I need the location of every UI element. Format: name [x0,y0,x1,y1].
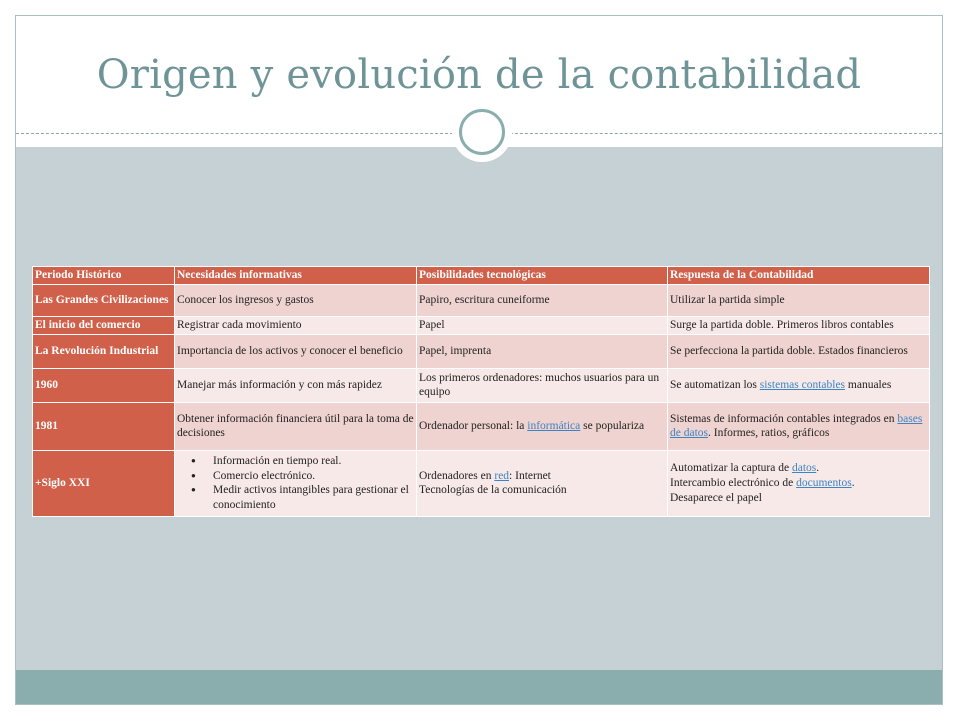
needs-cell: Obtener información financiera útil para la toma de decisiones [175,402,417,450]
period-cell: 1960 [33,368,175,402]
tech-cell: Papel [417,316,668,334]
response-cell [668,368,930,402]
tech-cell: Los primeros ordenadores: muchos usuarios para un equipo [417,368,668,402]
table-row [33,450,930,516]
response-cell [668,450,930,516]
header-period: Periodo Histórico [33,267,175,285]
needs-cell: Manejar más información y con más rapidez [175,368,417,402]
informatica-link[interactable]: informática [527,419,581,432]
tech-cell: Papiro, escritura cuneiforme [417,284,668,316]
list-item: ● Información en tiempo real. [213,454,414,469]
response-text: . [851,476,855,489]
table-row [33,402,930,450]
response-line-1 [670,461,927,476]
response-cell: Se perfecciona la partida doble. Estados financieros [668,334,930,368]
slide-title: Origen y evolución de la contabilidad [96,52,862,98]
datos-link[interactable]: datos [791,462,817,475]
tech-cell [417,450,668,516]
list-item: ● Medir activos intangibles para gestionar el conocimiento [213,483,414,513]
accounting-history-table [32,266,930,517]
table-row [33,316,930,334]
ornament-circle-icon [459,109,505,155]
needs-cell [175,450,417,516]
red-link[interactable]: red [494,469,510,482]
response-text: Automatizar la captura de [670,462,792,475]
tech-text: : Internet [509,469,551,482]
response-text: . Informes, ratios, gráficos [708,427,830,440]
header-needs: Necesidades informativas [175,267,417,285]
response-text: manuales [845,378,892,391]
tech-text: Ordenador personal: la [419,419,528,432]
table-row [33,334,930,368]
response-cell [668,402,930,450]
response-text: Sistemas de información contables integrados en [670,412,898,425]
header-response: Respuesta de la Contabilidad [668,267,930,285]
tech-cell [417,402,668,450]
response-cell: Utilizar la partida simple [668,284,930,316]
period-cell: Las Grandes Civilizaciones [33,284,175,316]
table-row [33,368,930,402]
header-tech: Posibilidades tecnológicas [417,267,668,285]
list-item: ● Comercio electrónico. [213,469,414,484]
table-row [33,284,930,316]
documentos-link[interactable]: documentos [796,476,852,489]
tech-line-2: Tecnologías de la comunicación [419,484,567,497]
needs-list [177,454,414,514]
tech-text: Ordenadores en [419,469,495,482]
response-line-2 [670,476,927,491]
response-cell: Surge la partida doble. Primeros libros contables [668,316,930,334]
period-cell: El inicio del comercio [33,316,175,334]
response-text: Se automatizan los [670,378,760,391]
tech-line [419,469,665,484]
needs-cell: Conocer los ingresos y gastos [175,284,417,316]
tech-text: se populariza [580,419,645,432]
period-cell: +Siglo XXI [33,450,175,516]
response-line-3: Desaparece el papel [670,491,762,504]
response-text: . [816,462,820,475]
needs-cell: Importancia de los activos y conocer el beneficio [175,334,417,368]
period-cell: La Revolución Industrial [33,334,175,368]
footer-band [16,670,942,704]
period-cell: 1981 [33,402,175,450]
needs-cell: Registrar cada movimiento [175,316,417,334]
response-text: Intercambio electrónico de [670,476,797,489]
bases-de-datos-link[interactable]: bases de datos [670,412,923,440]
table-header-row [33,267,930,285]
tech-cell: Papel, imprenta [417,334,668,368]
sistemas-contables-link[interactable]: sistemas contables [759,378,846,391]
